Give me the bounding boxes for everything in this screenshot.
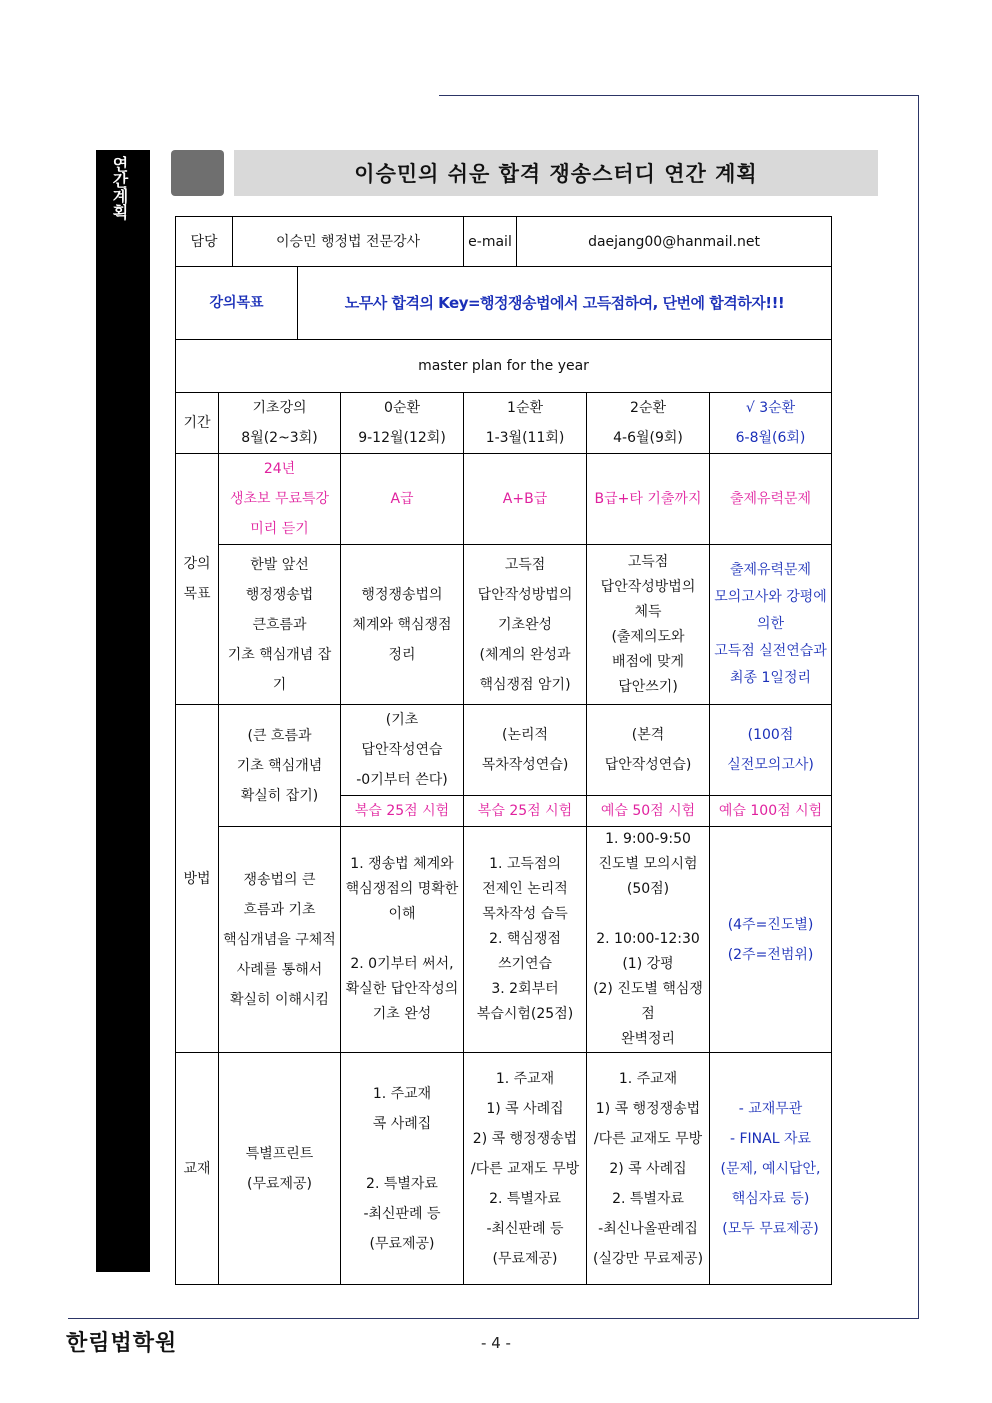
period-dates: 8월(2~3회) — [241, 430, 318, 446]
goal-detail-line: 답안작성방법의 — [600, 578, 696, 595]
method-test-4: 예습 100점 시험 — [710, 796, 832, 827]
method-detail-line: 2. 핵심쟁점 — [489, 931, 561, 947]
method-detail-line: 전제인 논리적 — [482, 881, 568, 897]
lecture-goal-detail-row — [176, 545, 832, 705]
materials-line: (무료제공) — [492, 1250, 558, 1267]
method-detail-line: 확실한 답안작성의 — [345, 981, 459, 997]
materials-0 — [219, 1053, 341, 1285]
materials-line: 1. 주교재 — [372, 1085, 432, 1102]
period-name: 1순환 — [507, 400, 543, 416]
materials-line: 1) 콕 행정쟁송법 — [595, 1100, 701, 1117]
goal-detail-0 — [219, 545, 341, 705]
goal-detail-line: 답안작성방법의 — [477, 586, 573, 603]
method-detail-1 — [341, 827, 464, 1053]
method-detail-line — [589, 902, 707, 927]
method-detail-2 — [464, 827, 587, 1053]
side-label: 연간계획 — [110, 156, 129, 220]
method-detail-line: 2. 0기부터 써서, — [350, 956, 454, 972]
method-detail-line — [343, 927, 461, 952]
method-detail-line: 쟁송법의 큰 — [243, 871, 316, 888]
frame-top-line — [439, 95, 919, 96]
method-test-3: 예습 50점 시험 — [587, 796, 710, 827]
materials-line: /다른 교재도 무방 — [593, 1130, 703, 1147]
lecture-goal-level-row — [176, 454, 832, 545]
goal-detail-line: 큰흐름과 — [252, 616, 307, 633]
side-bar — [96, 150, 150, 1272]
period-dates: 9-12월(12회) — [358, 430, 446, 446]
goal-detail-line: 고득점 — [627, 553, 669, 570]
materials-1 — [341, 1053, 464, 1285]
period-cell-1 — [341, 393, 464, 454]
goal-detail-line: 행정쟁송법의 — [361, 586, 443, 603]
method-detail-line: (1) 강평 — [622, 956, 674, 972]
materials-label: 교재 — [176, 1053, 219, 1285]
lecture-goal-label — [176, 454, 219, 705]
materials-2 — [464, 1053, 587, 1285]
goal-detail-2 — [464, 545, 587, 705]
method-detail-line: (2주=전범위) — [727, 946, 814, 963]
method-detail-line: 2. 10:00-12:30 — [596, 931, 700, 947]
method-practice-line: (큰 흐름과 — [247, 727, 312, 744]
goal-level-line: 24년 — [263, 461, 296, 477]
materials-line: 핵심자료 등) — [731, 1190, 810, 1207]
method-detail-row — [176, 827, 832, 1053]
instructor-value: 이승민 행정법 전문강사 — [233, 217, 464, 267]
method-practice-3 — [587, 705, 710, 796]
method-test-1: 복습 25점 시험 — [341, 796, 464, 827]
materials-line: /다른 교재도 무방 — [470, 1160, 580, 1177]
period-dates: 6-8월(6회) — [735, 430, 806, 446]
materials-line: 1) 콕 사례집 — [486, 1100, 564, 1117]
period-row — [176, 393, 832, 454]
materials-line: 2) 콕 사례집 — [609, 1160, 687, 1177]
method-practice-line: 답안작성연습) — [604, 757, 692, 773]
objective-value: 노무사 합격의 Key=행정쟁송법에서 고득점하여, 단번에 합격하자!!! — [298, 267, 832, 340]
materials-3 — [587, 1053, 710, 1285]
period-name: 0순환 — [384, 400, 420, 416]
period-name: 기초강의 — [252, 400, 307, 416]
method-practice-line: (본격 — [631, 727, 665, 743]
goal-detail-line: (출제의도와 — [611, 628, 685, 645]
email-label: e-mail — [464, 217, 517, 267]
goal-detail-line: 모의고사와 강평에 — [714, 589, 827, 605]
period-name: 2순환 — [630, 400, 666, 416]
page-number: - 4 - — [481, 1334, 511, 1352]
materials-line: 2. 특별자료 — [489, 1190, 561, 1207]
goal-level-line: 생초보 무료특강 — [229, 491, 330, 507]
method-detail-line: 핵심개념을 구체적 — [223, 931, 336, 948]
goal-detail-line: 답안쓰기) — [618, 678, 678, 695]
method-practice-line: 목차작성연습) — [481, 757, 569, 773]
goal-detail-line: 핵심쟁점 암기) — [479, 676, 571, 693]
method-practice-line: 실전모의고사) — [727, 757, 814, 773]
materials-line: 2) 콕 행정쟁송법 — [472, 1130, 578, 1147]
goal-level-4: 출제유력문제 — [710, 454, 832, 545]
method-detail-line: 복습시험(25점) — [476, 1006, 574, 1022]
goal-detail-3 — [587, 545, 710, 705]
materials-line: (모두 무료제공) — [722, 1220, 819, 1237]
method-detail-line: 흐름과 기초 — [243, 901, 316, 918]
goal-detail-line: 출제유력문제 — [729, 562, 812, 578]
frame-bottom-line — [68, 1318, 919, 1319]
period-label: 기간 — [176, 393, 219, 454]
method-practice-line: (논리적 — [501, 727, 549, 743]
method-practice-line: (100점 — [747, 727, 794, 743]
method-detail-line: 3. 2회부터 — [491, 981, 559, 997]
method-detail-line: 핵심쟁점의 명확한 — [345, 881, 459, 897]
materials-line: (문제, 예시답안, — [720, 1160, 821, 1177]
method-test-2: 복습 25점 시험 — [464, 796, 587, 827]
lecture-goal-label-line: 목표 — [183, 586, 211, 602]
materials-row — [176, 1053, 832, 1285]
goal-detail-line: 기초완성 — [497, 616, 553, 633]
method-detail-line: 1. 고득점의 — [489, 856, 561, 872]
objective-label: 강의목표 — [176, 267, 298, 340]
frame-right-line — [918, 95, 919, 1319]
method-detail-line: (4주=진도별) — [727, 916, 814, 933]
materials-line — [343, 1139, 461, 1169]
materials-4 — [710, 1053, 832, 1285]
period-cell-4 — [710, 393, 832, 454]
method-practice-4 — [710, 705, 832, 796]
method-practice-line: 답안작성연습 — [361, 742, 443, 758]
materials-line: 특별프린트 — [245, 1145, 314, 1162]
materials-line: 1. 주교재 — [618, 1070, 678, 1087]
materials-line: -최신판례 등 — [363, 1205, 441, 1222]
instructor-label: 담당 — [176, 217, 233, 267]
goal-level-0 — [219, 454, 341, 545]
goal-level-line: 미리 듣기 — [250, 521, 309, 537]
goal-detail-line: 고득점 — [504, 556, 546, 573]
materials-line: (무료제공) — [246, 1175, 313, 1192]
method-practice-0 — [219, 705, 341, 827]
goal-detail-4 — [710, 545, 832, 705]
method-practice-line: 기초 핵심개념 — [236, 757, 323, 774]
master-plan: master plan for the year — [176, 340, 832, 393]
method-practice-2 — [464, 705, 587, 796]
title-square — [171, 150, 224, 196]
master-plan-row — [176, 340, 832, 393]
method-detail-line: 1. 9:00-9:50 — [605, 831, 691, 847]
materials-line: (무료제공) — [369, 1235, 435, 1252]
goal-detail-line: 최종 1일정리 — [730, 670, 812, 686]
method-label: 방법 — [176, 705, 219, 1053]
method-detail-3 — [587, 827, 710, 1053]
materials-line: -최신나올판례집 — [598, 1220, 698, 1237]
materials-line: 2. 특별자료 — [366, 1175, 438, 1192]
objective-row — [176, 267, 832, 340]
period-cell-3 — [587, 393, 710, 454]
period-cell-2 — [464, 393, 587, 454]
lecture-goal-label-line: 강의 — [183, 556, 211, 572]
method-detail-line: 1. 쟁송법 체계와 — [350, 856, 454, 872]
method-detail-line: 이해 — [388, 906, 416, 922]
method-detail-line: 진도별 모의시험 — [598, 856, 698, 872]
goal-detail-line: 정리 — [388, 646, 416, 663]
method-detail-line: 사례를 통해서 — [236, 961, 323, 978]
page-title: 이승민의 쉬운 합격 쟁송스터디 연간 계획 — [354, 162, 758, 186]
goal-detail-line: 기초 핵심개념 잡기 — [227, 646, 332, 693]
goal-detail-line: 고득점 실전연습과 — [714, 643, 827, 659]
materials-line: 1. 주교재 — [495, 1070, 555, 1087]
goal-level-1: A급 — [341, 454, 464, 545]
goal-level-3: B급+타 기출까지 — [587, 454, 710, 545]
email-value: daejang00@hanmail.net — [517, 217, 832, 267]
materials-line: - 교재무관 — [738, 1100, 803, 1117]
method-practice-row — [176, 705, 832, 796]
method-detail-line: 목차작성 습득 — [482, 906, 568, 922]
method-detail-line: (50점) — [626, 881, 670, 897]
materials-line: - FINAL 자료 — [730, 1130, 812, 1147]
period-cell-0 — [219, 393, 341, 454]
goal-detail-line: 체계와 핵심쟁점 — [352, 616, 452, 633]
method-detail-line: (2) 진도별 핵심쟁점 — [593, 981, 703, 1022]
goal-detail-line: 체득 — [634, 603, 662, 620]
period-dates: 4-6월(9회) — [613, 430, 683, 446]
materials-line: (실강만 무료제공) — [592, 1250, 704, 1267]
method-practice-1 — [341, 705, 464, 796]
goal-detail-line: 의한 — [756, 616, 785, 632]
goal-detail-line: 배점에 맞게 — [611, 653, 685, 670]
goal-level-2: A+B급 — [464, 454, 587, 545]
goal-detail-line: (체계의 완성과 — [479, 646, 571, 663]
header-row — [176, 217, 832, 267]
materials-line: 콕 사례집 — [372, 1115, 432, 1132]
materials-line: -최신판례 등 — [486, 1220, 564, 1237]
materials-line: 2. 특별자료 — [612, 1190, 684, 1207]
period-dates: 1-3월(11회) — [485, 430, 565, 446]
goal-detail-line: 행정쟁송법 — [245, 586, 314, 603]
method-detail-line: 완벽정리 — [620, 1031, 676, 1047]
method-detail-0 — [219, 827, 341, 1053]
goal-detail-1 — [341, 545, 464, 705]
goal-detail-line: 한발 앞선 — [250, 556, 309, 573]
footer-logo: 한림법학원 — [66, 1330, 178, 1356]
method-practice-line: 확실히 잡기) — [240, 787, 319, 804]
method-detail-4 — [710, 827, 832, 1053]
title-bar — [234, 150, 878, 196]
method-detail-line: 확실히 이해시킴 — [229, 991, 330, 1008]
method-practice-line: (기초 — [385, 712, 419, 728]
method-detail-line: 기초 완성 — [372, 1006, 432, 1022]
plan-table — [175, 216, 832, 1285]
method-practice-line: -0기부터 쓴다) — [356, 772, 448, 788]
method-detail-line: 쓰기연습 — [497, 956, 553, 972]
period-name: √ 3순환 — [745, 400, 796, 416]
